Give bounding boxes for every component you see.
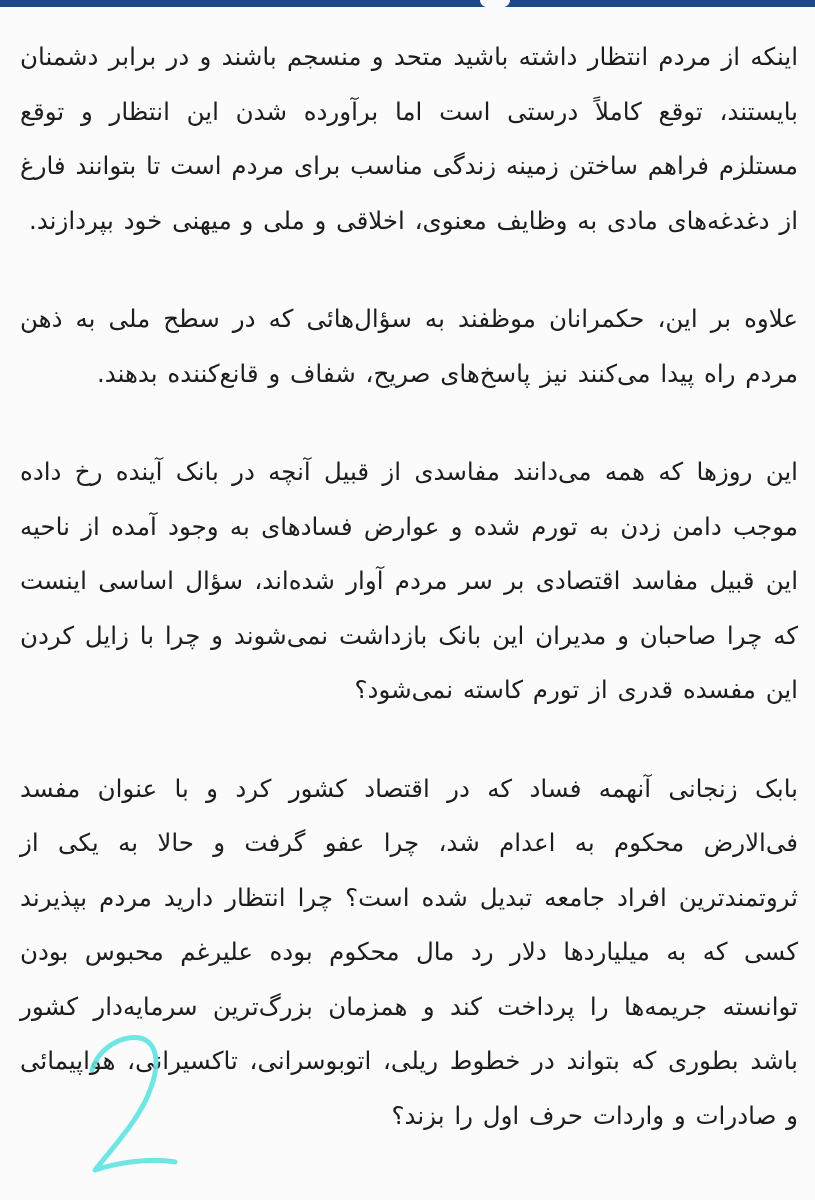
header-notch [480, 0, 510, 7]
header-bar [0, 0, 815, 7]
article-body [20, 30, 798, 1187]
paragraph-1: اینکه از مردم انتظار داشته باشید متحد و منسجم باشند و در برابر دشمنان بایستند، توقع کاملاً درستی است اما برآورده شدن این انتظار و توقع مستلزم فراهم ساختن زمینه زندگی مناسب برای مردم است تا بتوانند فارغ از دغدغه‌های مادی به وظایف معنوی، اخلاقی و ملی و میهنی خود بپردازند. [20, 42, 798, 235]
paragraph-2: علاوه بر این، حکمرانان موظفند به سؤال‌هائی که در سطح ملی به ذهن مردم راه پیدا می‌کنند نیز پاسخ‌های صریح، شفاف و قانع‌کننده بدهند. [20, 304, 798, 388]
paragraph-3: این روزها که همه می‌دانند مفاسدی از قبیل آنچه در بانک آینده رخ داده موجب دامن زدن به تورم شده و عوارض فسادهای به وجود آمده از ناحیه این قبیل مفاسد اقتصادی بر سر مردم آوار شده‌اند، سؤال اساسی اینست که چرا صاحبان و مدیران این بانک بازداشت نمی‌شوند و چرا با زایل کردن این مفسده قدری از تورم کاسته نمی‌شود؟ [20, 457, 798, 704]
paragraph-4: بابک زنجانی آنهمه فساد که در اقتصاد کشور کرد و با عنوان مفسد فی‌الارض محکوم به اعدام شد، چرا عفو گرفت و حالا به یکی از ثروتمندترین افراد جامعه تبدیل شده است؟ چرا انتظار دارید مردم بپذیرند کسی که به میلیاردها دلار رد مال محکوم بوده علیرغم محبوس بودن توانسته جریمه‌ها را پرداخت کند و همزمان بزرگ‌ترین سرمایه‌دار کشور باشد بطوری که بتواند در خطوط ریلی، اتوبوسرانی، تاکسیرانی، هواپیمائی و صادرات و واردات حرف اول را بزند؟ [20, 773, 798, 1130]
